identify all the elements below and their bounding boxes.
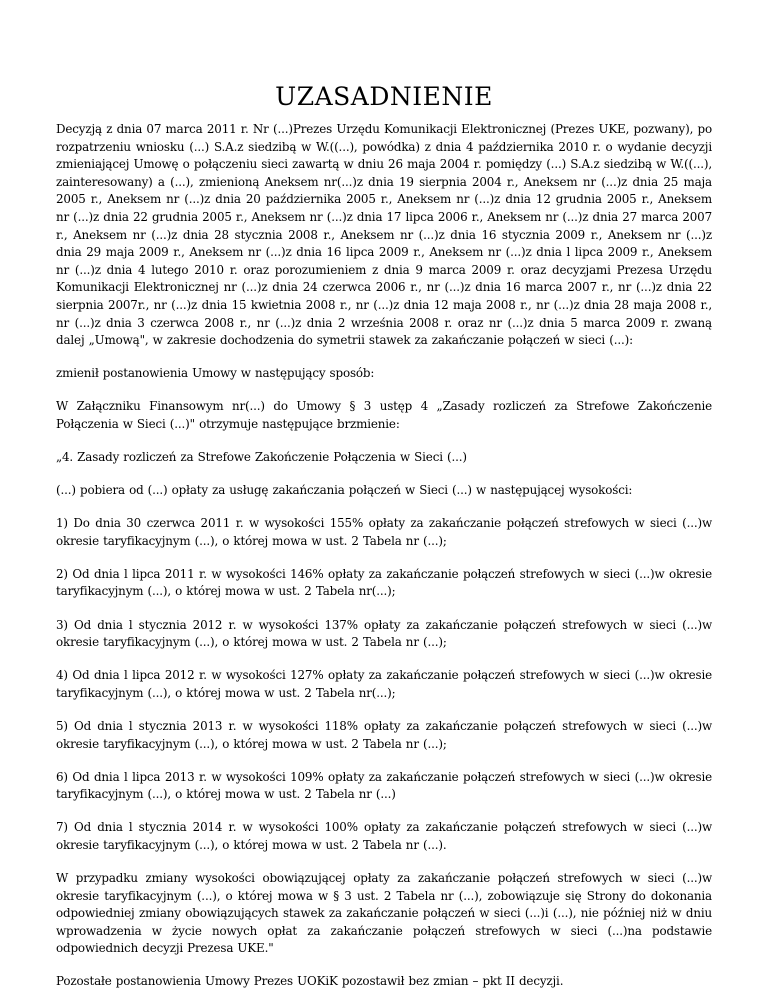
paragraph-rate-change: W przypadku zmiany wysokości obowiązującej opłaty za zakańczanie połączeń strefowych w sieci (...)w okresie taryfikacyjnym (...), o której mowa w § 3 ust. 2 Tabela nr (...), zobowiązuje się Strony do dokonania odpowiedniej zmiany obowiązujących stawek za zakańczanie połączeń w sieci (...)i (...), nie później niż w dniu wprowadzenia w życie nowych opłat za zakańczanie połączeń strefowych w sieci (...)na podstawie odpowiednich decyzji Prezesa UKE." bbox=[56, 871, 712, 956]
list-item-rate-7: 7) Od dnia l stycznia 2014 r. w wysokości 100% opłaty za zakańczanie połączeń strefowych w sieci (...)w okresie taryfikacyjnym (...), o której mowa w ust. 2 Tabela nr (...). bbox=[56, 820, 712, 852]
paragraph-annex: W Załączniku Finansowym nr(...) do Umowy § 3 ustęp 4 „Zasady rozliczeń za Strefowe Zakończenie Połączenia w Sieci (...)" otrzymuje następujące brzmienie: bbox=[56, 399, 712, 431]
paragraph-remaining-provisions: Pozostałe postanowienia Umowy Prezes UOKiK pozostawił bez zmian – pkt II decyzji. bbox=[56, 974, 564, 989]
list-item-rate-4: 4) Od dnia l lipca 2012 r. w wysokości 127% opłaty za zakańczanie połączeń strefowych w sieci (...)w okresie taryfikacyjnym (...), o której mowa w ust. 2 Tabela nr(...); bbox=[56, 668, 712, 700]
list-item-rate-5: 5) Od dnia l stycznia 2013 r. w wysokości 118% opłaty za zakańczanie połączeń strefowych w sieci (...)w okresie taryfikacyjnym (...), o której mowa w ust. 2 Tabela nr (...); bbox=[56, 718, 712, 751]
paragraph-amended: zmienił postanowienia Umowy w następujący sposób: bbox=[56, 366, 375, 381]
list-item-rate-1: 1) Do dnia 30 czerwca 2011 r. w wysokości 155% opłaty za zakańczanie połączeń strefowych w sieci (...)w okresie taryfikacyjnym (...), o której mowa w ust. 2 Tabela nr (...); bbox=[56, 516, 712, 548]
document-body bbox=[56, 121, 712, 1007]
list-item-rate-3: 3) Od dnia l stycznia 2012 r. w wysokości 137% opłaty za zakańczanie połączeń strefowych w sieci (...)w okresie taryfikacyjnym (...), o której mowa w ust. 2 Tabela nr (...); bbox=[56, 617, 712, 650]
paragraph-charges: (...) pobiera od (...) opłaty za usługę zakańczania połączeń w Sieci (...) w następującej wysokości: bbox=[56, 483, 633, 498]
list-item-rate-2: 2) Od dnia l lipca 2011 r. w wysokości 146% opłaty za zakańczanie połączeń strefowych w sieci (...)w okresie taryfikacyjnym (...), o której mowa w ust. 2 Tabela nr(...); bbox=[56, 566, 712, 599]
paragraph-section-4: „4. Zasady rozliczeń za Strefowe Zakończenie Połączenia w Sieci (...) bbox=[56, 450, 467, 464]
paragraph-decision-intro: Decyzją z dnia 07 marca 2011 r. Nr (...)Prezes Urzędu Komunikacji Elektronicznej (Prezes UKE, pozwany), po rozpatrzeniu wniosku (...) S.A.z siedzibą w W.((...), powódka) z dnia 4 października 2010 r. o wydanie decyzji zmieniającej Umowę o połączeniu sieci zawartą w dniu 26 maja 2004 r. pomiędzy (...) S.A.z siedzibą w W.((...), zainteresowany) a (...), zmienioną Aneksem nr(...)z dnia 19 sierpnia 2004 r., Aneksem nr (...)z dnia 25 maja 2005 r., Aneksem nr (...)z dnia 20 października 2005 r., Aneksem nr (...)z dnia 12 grudnia 2005 r., Aneksem nr (...)z dnia 22 grudnia 2005 r., Aneksem nr (...)z dnia 17 lipca 2006 r., Aneksem nr (...)z dnia 27 marca 2007 r., Aneksem nr (...)z dnia 28 stycznia 2008 r., Aneksem nr (...)z dnia 16 stycznia 2009 r., Aneksem nr (...)z dnia 29 maja 2009 r., Aneksem nr (...)z dnia 16 lipca 2009 r., Aneksem nr (...)z dnia l lipca 2009 r., Aneksem nr (...)z dnia 4 lutego 2010 r. oraz porozumieniem z dnia 9 marca 2009 r. oraz decyzjami Prezesa Urzędu Komunikacji Elektronicznej nr (...)z dnia 24 czerwca 2006 r., nr (...)z dnia 16 marca 2007 r., nr (...)z dnia 22 sierpnia 2007r., nr (...)z dnia 15 kwietnia 2008 r., nr (...)z dnia 12 maja 2008 r., nr (...)z dnia 28 maja 2008 r., nr (...)z dnia 3 czerwca 2008 r., nr (...)z dnia 2 września 2008 r. oraz nr (...)z dnia 5 marca 2009 r. zwaną dalej „Umową", w zakresie dochodzenia do symetrii stawek za zakańczanie połączeń w sieci (...): bbox=[56, 122, 712, 348]
list-item-rate-6: 6) Od dnia l lipca 2013 r. w wysokości 109% opłaty za zakańczanie połączeń strefowych w sieci (...)w okresie taryfikacyjnym (...), o której mowa w ust. 2 Tabela nr (...) bbox=[56, 769, 712, 802]
page-title: UZASADNIENIE bbox=[275, 82, 493, 111]
